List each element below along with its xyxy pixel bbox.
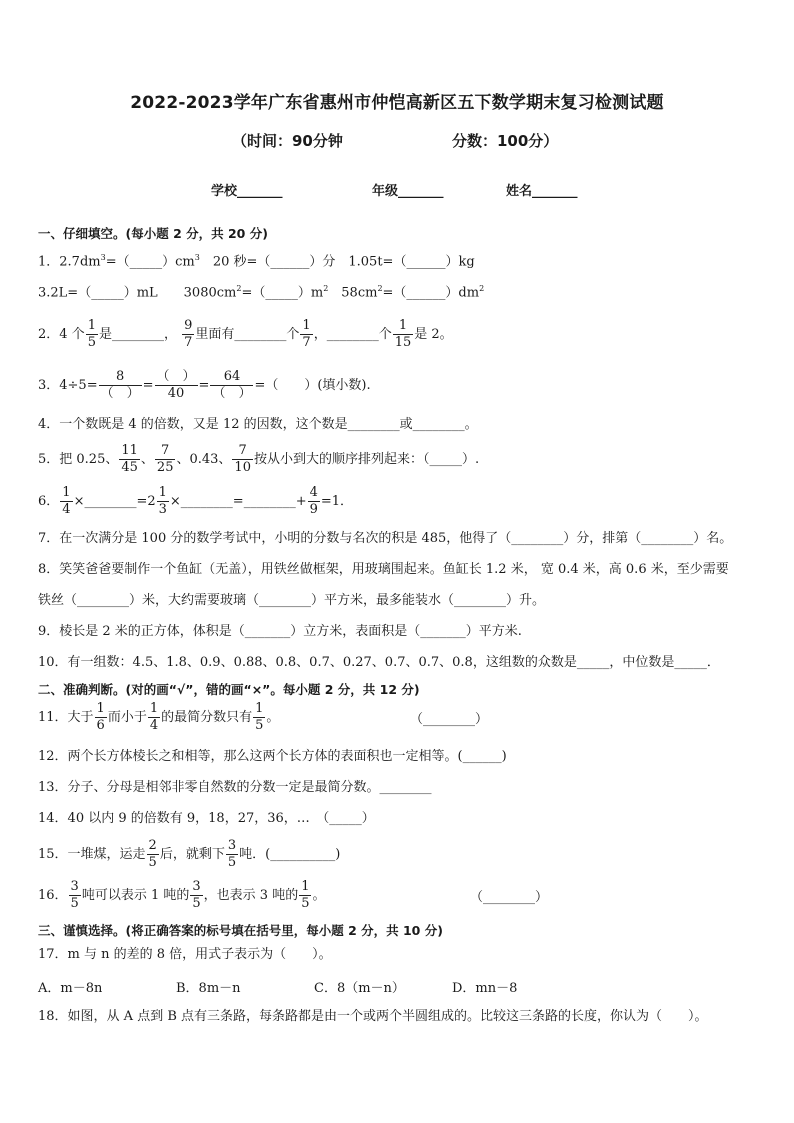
- fraction: $\frac{1}{7}$: [302, 318, 311, 350]
- page-title: 2022-2023学年广东省惠州市仲恺高新区五下数学期末复习检测试题: [130, 93, 664, 113]
- fraction: $\frac{2}{5}$: [148, 838, 157, 870]
- question-12: 12．两个长方体棱长之和相等，那么这两个长方体的表面积也一定相等。(______): [38, 749, 507, 764]
- question-9: 9．棱长是 2 米的正方体，体积是（_______）立方米，表面积是（_______）平方米.: [38, 624, 522, 639]
- option-b[interactable]: B．8m－n: [176, 981, 241, 996]
- fraction: $\frac{64}{( )}$: [212, 369, 252, 401]
- fraction: $\frac{3}{5}$: [192, 879, 201, 911]
- question-15: 15．一堆煤，运走 $\frac{2}{5}$ 后，就剩下 $\frac{3}{5}$ 吨．(__________): [38, 838, 341, 870]
- question-13: 13．分子、分母是相邻非零自然数的分数一定是最简分数。________: [38, 780, 432, 795]
- fraction: $\frac{3}{5}$: [70, 879, 79, 911]
- fraction: $\frac{1}{4}$: [62, 485, 71, 517]
- section-choice: 三、谨慎选择。(将正确答案的标号填在括号里，每小题 2 分，共 10 分): [38, 923, 443, 938]
- question-6: 6． $\frac{1}{4}$ ×________=2 $\frac{1}{3}$ ×________=________+ $\frac{4}{9}$ =1．: [38, 485, 354, 517]
- question-4: 4．一个数既是 4 的倍数，又是 12 的因数，这个数是________或________。: [38, 417, 478, 432]
- fraction: $\frac{1}{15}$: [394, 318, 412, 350]
- fraction: $\frac{1}{6}$: [96, 701, 105, 733]
- question-1a: 1．$2.7dm^3=(\_\_\_\_\_)cm^3$ 20 秒=（______）分 1.05t=（______）kg: [38, 253, 475, 270]
- fraction: $\frac{1}{5}$: [301, 879, 310, 911]
- fraction: $\frac{7}{25}$: [156, 443, 174, 475]
- answer-11[interactable]: （________）: [410, 712, 489, 727]
- exam-time: （时间：90分钟: [232, 132, 343, 150]
- fraction: $\frac{( )}{40}$: [156, 369, 196, 401]
- option-d[interactable]: D．mn－8: [452, 981, 518, 996]
- fraction: $\frac{8}{( )}$: [100, 369, 140, 401]
- question-7: 7．在一次满分是 100 分的数学考试中，小明的分数与名次的积是 485，他得了（________）分，排第（________）名。: [38, 531, 733, 546]
- question-2: 2．4 个 $\frac{1}{5}$ 是________， $\frac{9}{7}$ 里面有________个 $\frac{1}{7}$ ，________个 $\frac{1}{15}$ 是 2。: [38, 318, 453, 350]
- question-10: 10．有一组数：4.5、1.8、0.9、0.88、0.8、0.7、0.27、0.7、0.7、0.8，这组数的众数是_____，中位数是_____．: [38, 655, 720, 670]
- fraction: $\frac{1}{4}$: [149, 701, 159, 733]
- question-8b: 铁丝（________）米，大约需要玻璃（________）平方米，最多能装水（________）升。: [38, 593, 546, 608]
- section-fill-in: 一、仔细填空。(每小题 2 分，共 20 分): [38, 226, 268, 241]
- fraction: $\frac{1}{5}$: [87, 318, 96, 350]
- fraction: $\frac{11}{45}$: [121, 443, 138, 475]
- fraction: $\frac{4}{9}$: [309, 485, 318, 517]
- option-a[interactable]: A．m－8n: [38, 981, 103, 996]
- fraction: $\frac{1}{3}$: [158, 485, 167, 517]
- fraction: $\frac{1}{5}$: [255, 701, 264, 733]
- question-17: 17．m 与 n 的差的 8 倍，用式子表示为（ ）。: [38, 947, 332, 962]
- name-field[interactable]: 姓名_______: [506, 184, 578, 199]
- question-11: 11．大于 $\frac{1}{6}$ 而小于 $\frac{1}{4}$ 的最简分数只有 $\frac{1}{5}$ 。: [38, 701, 280, 733]
- question-14: 14．40 以内 9 的倍数有 9，18，27，36，… （_____）: [38, 811, 375, 826]
- section-judge: 二、准确判断。(对的画“√”，错的画“×”。每小题 2 分，共 12 分): [38, 682, 420, 697]
- fraction: $\frac{3}{5}$: [227, 838, 237, 870]
- school-field[interactable]: 学校_______: [211, 184, 283, 199]
- fraction: $\frac{9}{7}$: [184, 318, 193, 350]
- fraction: $\frac{7}{10}$: [234, 443, 251, 475]
- question-18: 18．如图，从 A 点到 B 点有三条路，每条路都是由一个或两个半圆组成的。比较这三条路的长度，你认为（ ）。: [38, 1009, 708, 1024]
- question-5: 5．把 0.25、 $\frac{11}{45}$ 、 $\frac{7}{25}$ 、0.43、 $\frac{7}{10}$ 按从小到大的顺序排列起来：（_____）.: [38, 443, 480, 475]
- grade-field[interactable]: 年级_______: [372, 184, 444, 199]
- option-c[interactable]: C．8（m－n）: [314, 981, 405, 996]
- question-16: 16． $\frac{3}{5}$ 吨可以表示 1 吨的 $\frac{3}{5}$ ，也表示 3 吨的 $\frac{1}{5}$ 。: [38, 879, 326, 911]
- answer-16[interactable]: （________）: [470, 890, 549, 905]
- question-8a: 8．笑笑爸爸要制作一个鱼缸（无盖），用铁丝做框架，用玻璃围起来。鱼缸长 1.2 米， 宽 0.4 米，高 0.6 米，至少需要: [38, 562, 729, 577]
- question-3: 3．4÷5= $\frac{8}{( )}$ = $\frac{( )}{40}$ = $\frac{64}{( )}$ =（ ）(填小数).: [38, 369, 371, 401]
- exam-score: 分数：100分）: [452, 132, 559, 150]
- question-1b: 3.2L=（_____）mL $3080cm^2=(\_\_\_\_\_)m^2$ $58cm^2=(\_\_\_\_\_\_)dm^2$: [38, 284, 485, 301]
